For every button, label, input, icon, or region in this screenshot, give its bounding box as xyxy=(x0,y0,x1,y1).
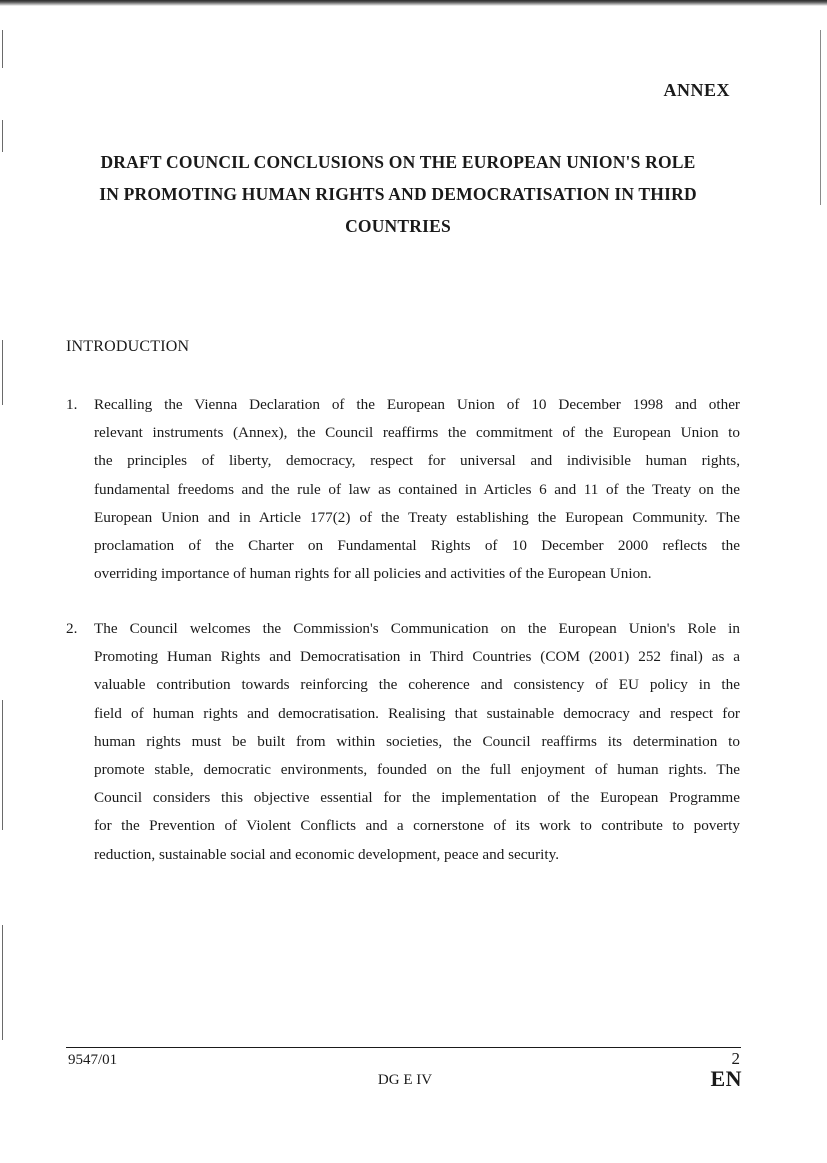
paragraph-line: the principles of liberty, democracy, respect for universal and indivisible human rights, xyxy=(94,452,740,470)
paragraph-line: human rights must be built from within societies, the Council reaffirms its determination to xyxy=(94,732,740,750)
paragraph-line: European Union and in Article 177(2) of the Treaty establishing the European Community. The xyxy=(94,508,740,526)
paragraph-number: 1. xyxy=(66,396,78,413)
paragraph-line: for the Prevention of Violent Conflicts and a cornerstone of its work to contribute to poverty xyxy=(94,817,740,835)
paragraph-line: proclamation of the Charter on Fundamental Rights of 10 December 2000 reflects the xyxy=(94,536,740,554)
footer-divider xyxy=(66,1047,741,1048)
paragraph-body xyxy=(94,615,740,869)
paragraph-number: 2. xyxy=(66,620,78,637)
directorate-label: DG E IV xyxy=(377,1072,433,1088)
numbered-paragraph-1 xyxy=(66,391,740,588)
paragraph-line: reduction, sustainable social and economic development, peace and security. xyxy=(94,845,560,863)
paragraph-body xyxy=(94,391,740,588)
title-line-3: COUNTRIES xyxy=(345,216,451,236)
paragraph-line: Council considers this objective essential for the implementation of the European Programme xyxy=(94,789,740,807)
document-reference: 9547/01 xyxy=(68,1052,118,1068)
annex-label: ANNEX xyxy=(663,80,730,100)
numbered-paragraph-2 xyxy=(66,615,740,869)
paragraph-line: Promoting Human Rights and Democratisation in Third Countries (COM (2001) 252 final) as a xyxy=(94,648,740,666)
language-code: EN xyxy=(710,1066,742,1091)
paragraph-line: fundamental freedoms and the rule of law as contained in Articles 6 and 11 of the Treaty on the xyxy=(94,480,740,498)
paragraph-line: valuable contribution towards reinforcing the coherence and consistency of EU policy in the xyxy=(94,676,740,694)
scan-top-edge xyxy=(0,0,827,6)
paragraph-line: The Council welcomes the Commission's Communication on the European Union's Role in xyxy=(94,620,740,637)
introduction-heading: INTRODUCTION xyxy=(66,338,190,355)
paragraph-line: relevant instruments (Annex), the Council reaffirms the commitment of the European Union to xyxy=(94,424,740,442)
scan-right-margin-mark xyxy=(820,30,821,205)
paragraph-line: Recalling the Vienna Declaration of the European Union of 10 December 1998 and other xyxy=(94,396,740,413)
title-line-2: IN PROMOTING HUMAN RIGHTS AND DEMOCRATISATION IN THIRD xyxy=(99,184,697,204)
page-number: 2 xyxy=(731,1049,740,1068)
paragraph-line: field of human rights and democratisation. Realising that sustainable democracy and respect for xyxy=(94,704,740,722)
document-title xyxy=(66,146,730,242)
paragraph-line: promote stable, democratic environments, founded on the full enjoyment of human rights. The xyxy=(94,760,740,778)
scan-left-margin-marks xyxy=(2,20,4,1040)
paragraph-line: overriding importance of human rights for all policies and activities of the European Union. xyxy=(94,565,652,583)
title-line-1: DRAFT COUNCIL CONCLUSIONS ON THE EUROPEAN UNION'S ROLE xyxy=(100,152,696,172)
